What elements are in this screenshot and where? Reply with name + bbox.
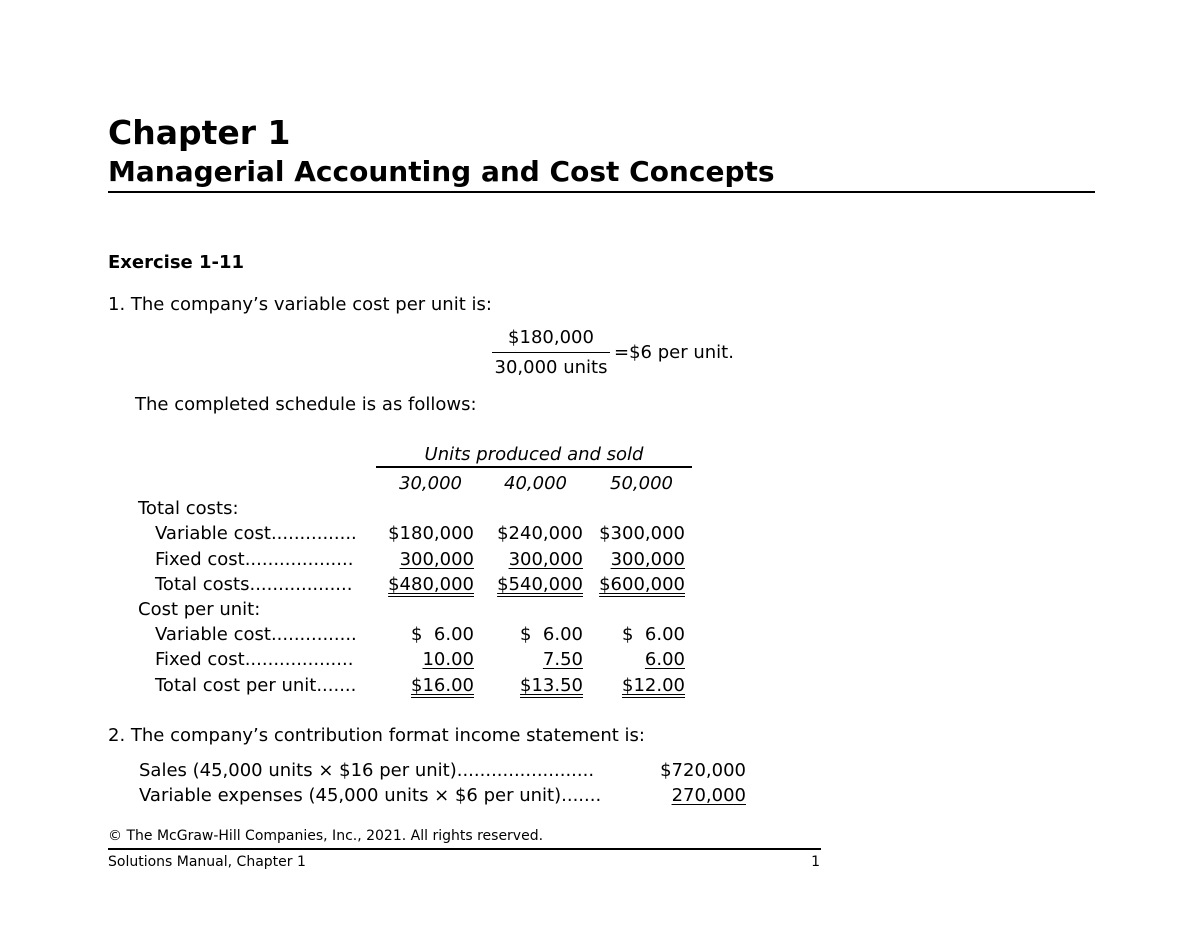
table-cell: 7.50 (542, 649, 583, 670)
question-2-text: 2. The company’s contribution format income statement is: (108, 725, 645, 746)
exercise-heading: Exercise 1-11 (108, 252, 245, 273)
cost-per-unit-heading: Cost per unit: (138, 599, 261, 620)
table-cell: 300,000 (610, 549, 685, 570)
row-label: Variable cost............... (155, 624, 357, 645)
chapter-title: Chapter 1 (108, 113, 291, 152)
row-label: Variable cost............... (155, 523, 357, 544)
chapter-subtitle: Managerial Accounting and Cost Concepts (108, 155, 775, 188)
table-cell: $ 6.00 (520, 624, 583, 645)
total-costs-heading: Total costs: (138, 498, 239, 519)
schedule-header: Units produced and sold (424, 444, 644, 465)
footer-divider (108, 848, 821, 850)
row-label: Fixed cost................... (155, 649, 354, 670)
fraction-denominator: 30,000 units (494, 357, 608, 378)
table-cell: $180,000 (388, 523, 474, 544)
fraction-result: =$6 per unit. (614, 342, 734, 363)
column-header: 30,000 (399, 473, 462, 494)
table-cell: $12.00 (622, 675, 685, 696)
table-cell: $300,000 (599, 523, 685, 544)
sales-value: $720,000 (660, 760, 746, 781)
table-cell: $13.50 (520, 675, 583, 696)
row-label: Total costs.................. (155, 574, 353, 595)
question-1-text: 1. The company’s variable cost per unit is: (108, 294, 492, 315)
column-header: 50,000 (610, 473, 673, 494)
row-label: Fixed cost................... (155, 549, 354, 570)
table-cell: 10.00 (422, 649, 474, 670)
table-cell: $16.00 (411, 675, 474, 696)
table-cell: $480,000 (388, 574, 474, 595)
sales-label: Sales (45,000 units × $16 per unit)........................ (139, 760, 595, 781)
table-cell: $ 6.00 (411, 624, 474, 645)
variable-expenses-label: Variable expenses (45,000 units × $6 per unit)....... (139, 785, 602, 806)
schedule-intro: The completed schedule is as follows: (135, 394, 477, 415)
table-cell: 300,000 (399, 549, 474, 570)
copyright-notice: © The McGraw-Hill Companies, Inc., 2021. All rights reserved. (108, 828, 544, 844)
table-cell: $600,000 (599, 574, 685, 595)
column-header: 40,000 (504, 473, 567, 494)
schedule-header-rule (376, 466, 692, 468)
fraction-bar (492, 352, 610, 353)
table-cell: $ 6.00 (622, 624, 685, 645)
row-label: Total cost per unit....... (155, 675, 357, 696)
page-number: 1 (811, 854, 820, 870)
table-cell: 300,000 (508, 549, 583, 570)
fraction-numerator: $180,000 (508, 327, 594, 348)
table-cell: $540,000 (497, 574, 583, 595)
footer-source: Solutions Manual, Chapter 1 (108, 854, 306, 870)
table-cell: 6.00 (644, 649, 685, 670)
title-divider (108, 191, 1095, 193)
variable-expenses-value: 270,000 (671, 785, 746, 806)
table-cell: $240,000 (497, 523, 583, 544)
